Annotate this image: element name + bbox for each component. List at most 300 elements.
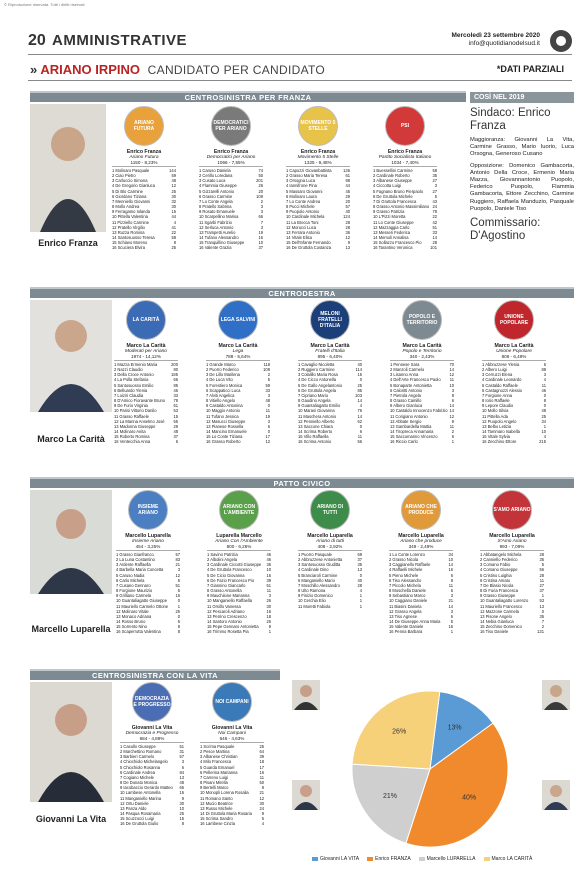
candidate-list	[390, 362, 454, 445]
councillor-name: 3 Orsogna Luca	[286, 178, 316, 184]
councillor-name: 16 Scrima Antonio	[298, 439, 332, 445]
party-votes: 806 - 6,49%	[482, 354, 546, 361]
candidate-list	[480, 552, 544, 635]
councillor-name: 3 Lisanno Anna	[390, 372, 419, 378]
sidebar-maggioranza: Maggioranza: Giovanni La Vita, Carmine Grasso, Mario Iuorio, Luca Orsogna, Generoso Cusano	[470, 137, 574, 158]
party-symbol-icon: DEMOCRATICI PER ARIANO	[211, 106, 251, 146]
councillor-name: 5 Di Blo Carmine	[112, 188, 143, 194]
councillor-votes: 18	[259, 759, 264, 765]
councillor-votes: 0	[177, 598, 180, 604]
councillor-votes: 109	[256, 193, 263, 199]
councillor-name: 6 Carlo Michela	[116, 577, 145, 583]
councillor-name: 13 Trampetti Aurelio	[199, 229, 236, 235]
councillor-name: 12 Abbate Sergio	[390, 418, 422, 424]
councillor-name: 14 Tufano Alessandro	[199, 235, 239, 241]
councillor-votes: 0	[543, 403, 546, 409]
councillor-votes: 0	[267, 429, 270, 435]
legend-label: Marcello LUPARELLA	[426, 856, 476, 862]
candidate-name: Marcello Luparella	[31, 624, 111, 634]
councillor-votes: 8	[450, 577, 453, 583]
party-symbol-icon: POPOLO E TERRITORIO	[402, 300, 442, 340]
councillor-votes: 16	[175, 593, 180, 599]
councillor-name: 10 Castaldo Innocenzo Fabrizio	[390, 408, 448, 414]
legend-item	[419, 856, 476, 862]
councillor-votes: 9	[181, 795, 184, 801]
divider	[28, 80, 572, 81]
party-name: Noi Campani	[218, 731, 246, 736]
councillor-votes: 9	[347, 240, 350, 246]
councillor-votes: 5	[177, 619, 180, 625]
list-item	[390, 439, 454, 444]
list-item	[373, 245, 437, 250]
councillor-name: 7 Cipriano Mario	[298, 392, 329, 398]
councillor-name: 4 De Gregorio Gianluca	[112, 183, 156, 189]
portrait-icon	[542, 680, 570, 710]
copyright-note: © Riproduzione riservata. Tutti i diritti riservati	[4, 2, 85, 7]
list-candidate-name: Enrico Franza	[213, 149, 249, 155]
councillor-name: 8 Iorio Raffaele	[482, 398, 510, 404]
councillor-name: 4 Barbella Maria Concetta	[116, 567, 164, 573]
councillor-votes: 46	[266, 557, 271, 563]
councillor-name: 5 De Cicio Giovanna	[207, 572, 245, 578]
councillor-votes: 51	[179, 744, 184, 749]
party-list-card	[482, 300, 546, 468]
councillor-votes: 36	[266, 562, 271, 568]
band-label: CENTROSINISTRA PER FRANZA	[30, 93, 466, 102]
party-list-card	[373, 106, 437, 274]
councillor-name: 4 De Cicco Antonella	[298, 377, 337, 383]
councillor-name: 15 Vitale Sylvia	[482, 434, 510, 440]
councillor-votes: 35	[357, 562, 362, 568]
councillor-name: 9 Iacobaccio Gerardo Matteo	[120, 785, 173, 791]
councillor-votes: 31	[179, 749, 184, 755]
councillor-votes: 11	[448, 582, 453, 588]
councillor-name: 5 Caruso Nadia	[116, 572, 145, 578]
councillor-name: 10 Scarpellino Marisa	[199, 214, 239, 220]
councillor-name: 8 Pisani Mirella	[200, 780, 228, 786]
legend-label: Giovanni LA VITA	[320, 856, 360, 862]
councillor-votes: 9	[451, 418, 454, 424]
councillor-name: 11 Manganiello Marina	[120, 795, 162, 801]
councillor-votes: 15	[357, 372, 362, 378]
sidebar-heading: COSÌ NEL 2019	[470, 92, 574, 103]
councillor-votes: 53	[173, 408, 178, 414]
party-name: Ariano Con l'Ambiente	[215, 539, 263, 544]
party-symbol-icon: LEGA SALVINI	[218, 300, 258, 340]
councillor-name: 14 De Giuseppe Anna Maria	[389, 619, 441, 625]
councillor-votes: 14	[432, 235, 437, 241]
councillor-votes: 4	[359, 588, 362, 594]
councillor-votes: 51	[432, 224, 437, 230]
councillor-votes: 37	[173, 434, 178, 440]
councillor-votes: 28	[539, 552, 544, 557]
candidate-list	[298, 552, 362, 609]
party-votes: 895 - 6,40%	[298, 354, 362, 361]
councillor-name: 8 Pratello Sabrina	[199, 204, 232, 210]
councillor-votes: 57	[179, 754, 184, 760]
councillor-name: 15 Scrima Sandro	[200, 816, 233, 822]
councillor-votes: 44	[171, 214, 176, 220]
councillor-votes: 131	[537, 629, 544, 635]
councillor-votes: 3	[177, 567, 180, 573]
councillor-name: 6 Caloritti Antonio	[390, 387, 423, 393]
councillor-name: 7 Di Gruttola Francesca	[373, 198, 417, 204]
councillor-votes: 144	[169, 168, 176, 173]
councillor-votes: 69	[357, 552, 362, 557]
councillor-name: 9 Grasso Patrizia	[373, 209, 405, 215]
councillor-votes: 1	[359, 598, 362, 604]
councillor-name: 8 Di Furia Francesca	[480, 588, 518, 594]
councillor-votes: 11	[259, 774, 264, 780]
councillor-name: 15 Zecchino Domenico	[480, 624, 522, 630]
party-list-card	[207, 490, 271, 660]
councillor-votes: 3	[181, 759, 184, 765]
section-title: AMMINISTRATIVE	[52, 32, 188, 49]
councillor-name: 10 Cardinale Michela	[286, 214, 325, 220]
councillor-votes: 15	[179, 816, 184, 822]
councillor-name: 7 Cogiano Michele	[120, 774, 154, 780]
candidate-name: Giovanni La Vita	[35, 814, 107, 824]
councillor-votes: 19	[258, 229, 263, 235]
councillor-votes: 0	[267, 403, 270, 409]
councillor-votes: 8	[177, 629, 180, 635]
councillor-votes: 3	[450, 608, 453, 614]
councillor-name: 3 Barbieri Carmelo	[120, 754, 155, 760]
councillor-votes: 74	[258, 168, 263, 173]
kicker-subtitle: CANDIDATO PER CANDIDATO	[147, 63, 326, 77]
party-symbol-icon: ARIANO FUTURA	[124, 106, 164, 146]
party-list-card	[120, 682, 184, 850]
councillor-name: 10 Lambese Antonella	[120, 790, 161, 796]
slice-label: 26%	[392, 728, 407, 736]
candidate-list	[389, 552, 453, 635]
candidate-thumb	[542, 780, 570, 810]
chevron-right-icon: »	[30, 62, 38, 77]
lists-centrodestra	[114, 300, 574, 468]
councillor-votes: 6	[450, 588, 453, 594]
councillor-votes: 59	[265, 382, 270, 388]
candidate-thumb	[292, 780, 320, 810]
councillor-name: 5 Guarda Emanuel	[200, 764, 235, 770]
councillor-name: 8 Vitiello Angelo	[206, 398, 236, 404]
councillor-name: 10 Maggio Antonio	[206, 408, 240, 414]
party-name: Ariano di tutti	[316, 539, 344, 544]
councillor-votes: 39	[259, 754, 264, 760]
councillor-votes: 22	[432, 214, 437, 220]
councillor-name: 14 Vitale Elisa	[286, 235, 312, 241]
list-item	[482, 439, 546, 444]
councillor-votes: 14	[449, 408, 454, 414]
councillor-name: 2 Puorro Federico	[206, 367, 239, 373]
councillor-votes: 45	[345, 188, 350, 194]
councillor-votes: 1	[268, 629, 271, 635]
candidate-thumb	[542, 680, 570, 710]
legend-label: Marco LA CARITÀ	[491, 856, 533, 862]
portrait-icon	[542, 780, 570, 810]
councillor-votes: 103	[355, 392, 362, 398]
councillor-name: 3 Albanese Giuseppe	[373, 178, 412, 184]
list-item	[286, 245, 350, 250]
councillor-votes: 10	[266, 567, 271, 573]
councillor-votes: 5	[261, 816, 264, 822]
band-label: CENTROSINISTRA CON LA VITA	[30, 671, 280, 680]
councillor-votes: 13	[539, 603, 544, 609]
councillor-votes: 28	[345, 219, 350, 225]
councillor-name: 8 D'Amico Fioravante Bruno	[114, 398, 166, 404]
councillor-votes: 3	[543, 372, 546, 378]
party-symbol-icon: INSIEME ARIANO	[128, 490, 168, 530]
party-symbol-icon: MELONI FRATELLI D'ITALIA	[310, 300, 350, 340]
councillor-name: 14 Santosuosso Teresa	[112, 235, 155, 241]
councillor-votes: 16	[448, 567, 453, 573]
councillor-votes: 37	[258, 245, 263, 251]
councillor-name: 15 Saccomanno Vincenzo	[390, 434, 438, 440]
chart-legend	[312, 856, 572, 862]
councillor-name: 6 Molinaro Laura	[286, 193, 317, 199]
party-name: S'Amo Ariano	[497, 539, 527, 544]
councillor-votes: 8	[177, 624, 180, 630]
party-votes: 454 - 3,25%	[116, 544, 180, 551]
councillor-name: 11 Sgarbi Fabrizio	[199, 219, 232, 225]
councillor-votes: 19	[265, 413, 270, 419]
councillor-name: 4 La Polla Stefania	[114, 377, 149, 383]
councillor-votes: 8	[173, 240, 176, 246]
councillor-name: 7 Alviti Angelica	[206, 392, 235, 398]
councillor-votes: 10	[449, 382, 454, 388]
councillor-name: 6 De Fazio Francesco Pio	[207, 577, 255, 583]
councillor-votes: 50	[258, 173, 263, 179]
councillor-name: 7 Piccolo Michela	[389, 582, 421, 588]
candidate-list	[112, 168, 176, 251]
party-votes: 349 - 2,49%	[389, 544, 453, 551]
councillor-name: 14 Tammaro Isabella	[482, 429, 520, 435]
list-item	[389, 629, 453, 634]
councillor-votes: 56	[357, 439, 362, 445]
councillor-votes: 32	[171, 198, 176, 204]
councillor-votes: 3	[267, 418, 270, 424]
party-list-card	[206, 300, 270, 468]
councillor-name: 1 Cavaglio Nicoletta	[298, 362, 335, 367]
party-list-card	[199, 106, 263, 274]
councillor-votes: 34	[541, 418, 546, 424]
councillor-votes: 46	[173, 387, 178, 393]
councillor-name: 15 Schiavo Moreno	[112, 240, 148, 246]
councillor-name: 15 Villo Raffaella	[298, 434, 329, 440]
list-candidate-name: Marco La Carità	[494, 343, 534, 349]
councillor-name: 7 Moschillo Alessandro	[298, 582, 340, 588]
party-votes: 1325 - 9,48%	[286, 160, 350, 167]
councillor-votes: 53	[539, 598, 544, 604]
councillor-name: 16 De Gruttola Giulio	[120, 821, 159, 827]
councillor-votes: 4	[173, 219, 176, 225]
councillor-name: 10 Pittella Valentina	[112, 214, 148, 220]
councillor-votes: 21	[175, 562, 180, 568]
candidate-list	[298, 362, 362, 445]
councillor-votes: 76	[357, 408, 362, 414]
councillor-votes: 11	[541, 382, 546, 388]
councillor-name: 5 Massaro Giovanni	[286, 188, 323, 194]
party-votes: 684 - 4,89%	[120, 736, 184, 743]
sidebar-2019	[470, 92, 574, 243]
councillor-name: 6 Giordano Tiziana	[112, 193, 147, 199]
councillor-name: 6 Castagnozzi Alessio	[482, 387, 523, 393]
councillor-name: 15 Sollazzo Francesco Pio	[373, 240, 422, 246]
councillor-name: 14 Pasqua Rosamaria	[120, 811, 161, 817]
party-name: Unione Popolare	[496, 349, 532, 354]
councillor-votes: 27	[432, 188, 437, 194]
councillor-votes: 1	[541, 593, 544, 599]
portrait-icon	[30, 300, 112, 412]
councillor-votes: 61	[345, 173, 350, 179]
councillor-name: 4 Cardinale Dino	[298, 567, 329, 573]
councillor-name: 16 Riccio Carlo	[390, 439, 418, 445]
councillor-name: 9 Castaldo Antonina	[206, 403, 243, 409]
councillor-votes: 11	[265, 408, 270, 414]
councillor-name: 14 Scrima Roberto	[298, 429, 333, 435]
newspaper-logo-icon	[550, 30, 572, 52]
councillor-votes: 17	[259, 764, 264, 770]
councillor-name: 9 Bertelli Marco	[200, 785, 229, 791]
party-list-card	[200, 682, 264, 850]
councillor-name: 6 Tiso Alessandro	[389, 577, 422, 583]
councillor-name: 13 Perrino Crescenzo	[207, 613, 247, 619]
councillor-name: 6 Belluardo Ylenia	[114, 387, 148, 393]
councillor-votes: 59	[171, 173, 176, 179]
list-candidate-name: Marcello Luparella	[307, 533, 353, 539]
councillor-votes: 33	[173, 392, 178, 398]
portrait-icon	[30, 682, 112, 802]
councillor-name: 11 Mauriello Francesco	[480, 603, 523, 609]
councillor-name: 4 Iannifrone Pina	[286, 183, 317, 189]
councillor-name: 9 Grilliano Carmela	[116, 593, 152, 599]
list-candidate-name: Giovanni La Vita	[131, 725, 173, 731]
councillor-name: 5 Fagnano Bruno Pierpaolo	[373, 188, 424, 194]
candidate-photo	[30, 682, 112, 802]
councillor-name: 11 Romano Santo	[200, 795, 233, 801]
councillor-name: 2 Ciao Pietro	[112, 173, 136, 179]
councillor-name: 12 Ortu Daniele	[120, 800, 149, 806]
legend-label: Enrico FRANZA	[375, 856, 411, 862]
councillor-name: 7 Lo Conte Angela	[199, 198, 233, 204]
councillor-name: 9 Finizio Domenico	[298, 593, 333, 599]
pie-chart	[345, 684, 515, 854]
councillor-votes: 39	[266, 577, 271, 583]
party-votes: 993 - 7,09%	[480, 544, 544, 551]
councillor-votes: 185	[171, 372, 178, 378]
councillor-votes: 36	[345, 229, 350, 235]
councillor-votes: 201	[256, 178, 263, 184]
councillor-name: 13 Pianese Rossella	[206, 423, 244, 429]
councillor-name: 12 Grasso Angela	[389, 608, 422, 614]
councillor-name: 7 Loiziri Claudia	[114, 392, 144, 398]
party-votes: 1066 - 7,55%	[199, 160, 263, 167]
list-item	[206, 439, 270, 444]
councillor-name: 3 Della Croce Antonio	[114, 372, 154, 378]
councillor-votes: 37	[539, 588, 544, 594]
councillor-name: 4 De Luca Vito	[206, 377, 233, 383]
councillor-name: 15 Valente Daniele	[389, 624, 424, 630]
councillor-name: 8 Pucci Michele	[286, 204, 315, 210]
councillor-votes: 0	[177, 613, 180, 619]
councillor-name: 5 De Gallo Angelantonio	[298, 382, 343, 388]
councillor-votes: 109	[263, 367, 270, 373]
councillor-name: 10 Guantaliagatto Lorenzo	[480, 598, 529, 604]
legend-item	[367, 856, 411, 862]
councillor-name: 10 Manganiello Raffaella	[207, 598, 252, 604]
councillor-votes: 14	[449, 367, 454, 373]
councillor-votes: 5	[267, 377, 270, 383]
councillor-name: 14 Nebia Gianluca	[480, 619, 514, 625]
councillor-name: 6 Scappaticci Luca	[206, 387, 241, 393]
councillor-name: 3 Cusato Luca	[199, 178, 226, 184]
councillor-name: 7 Carreno Luigi	[200, 774, 228, 780]
councillor-name: 11 Tufano Jessica	[206, 413, 239, 419]
councillor-votes: 12	[449, 372, 454, 378]
portrait-icon	[292, 680, 320, 710]
councillor-votes: 4	[543, 434, 546, 440]
councillor-name: 8 Grasso Antonio Massimiliano	[373, 204, 430, 210]
councillor-votes: 51	[175, 582, 180, 588]
councillor-name: 4 Cardinale Leonardo	[482, 377, 522, 383]
councillor-name: 5 Cristino Luighia	[480, 572, 512, 578]
list-candidate-name: Enrico Franza	[300, 149, 336, 155]
party-symbol-icon: UNIONE POPOLARE	[494, 300, 534, 340]
councillor-votes: 48	[171, 178, 176, 184]
councillor-votes: 29	[173, 423, 178, 429]
councillor-name: 9 Lepore Claudio	[482, 403, 514, 409]
councillor-votes: 28	[432, 240, 437, 246]
councillor-votes: 57	[175, 552, 180, 557]
councillor-votes: 3	[434, 183, 437, 189]
councillor-votes: 118	[263, 362, 270, 367]
councillor-votes: 10	[179, 805, 184, 811]
party-symbol-icon: ARIANO CHE PRODUCE	[401, 490, 441, 530]
councillor-name: 5 Gizzarelli Antonio	[199, 188, 235, 194]
councillor-name: 1 Savino Patrizia	[207, 552, 238, 557]
councillor-votes: 61	[173, 403, 178, 409]
councillor-name: 1 Caruso Daniela	[199, 168, 231, 173]
councillor-votes: 6	[451, 434, 454, 440]
councillor-name: 12 Molinaro Vitale	[116, 608, 149, 614]
councillor-votes: 37	[357, 557, 362, 563]
councillor-votes: 6	[450, 572, 453, 578]
councillor-votes: 12	[265, 439, 270, 445]
councillor-name: 3 Ardente Raffaella	[116, 562, 151, 568]
councillor-votes: 2	[260, 198, 263, 204]
list-candidate-name: Giovanni La Vita	[211, 725, 253, 731]
councillor-votes: 0	[543, 392, 546, 398]
councillor-name: 1 Grasso Gianfranco	[116, 552, 154, 557]
councillor-name: 2 Manzoli Carmelo	[390, 367, 425, 373]
email-link[interactable]: info@quotidianodelsud.it	[468, 40, 540, 47]
candidate-list	[206, 362, 270, 445]
legend-item	[484, 856, 533, 862]
list-candidate-name: Marco La Carità	[310, 343, 350, 349]
list-candidate-name: Marco La Carità	[218, 343, 258, 349]
councillor-name: 9 Puopolo Antonio	[286, 209, 320, 215]
councillor-votes: 28	[345, 224, 350, 230]
lists-centrosinistra-franza	[112, 106, 462, 274]
kicker	[30, 62, 325, 77]
councillor-name: 4 Milo Francesca	[200, 759, 232, 765]
councillor-name: 4 Flammia Giuseppe	[199, 183, 237, 189]
councillor-votes: 22	[171, 229, 176, 235]
councillor-votes: 16	[179, 790, 184, 796]
sidebar-opposizione: Opposizione: Domenico Gambacorta, Antonio Della Croce, Ermenio Maria Mazza, Giovannantonio Puopolo, Federico Puopolo, Flammia Gambacorta, Ettore Zecchino, Carmine Ruggiero, Raffaela Manduzio, Pasquale Puopolo, Daniele Tiso	[470, 162, 574, 212]
councillor-votes: 98	[345, 178, 350, 184]
councillor-name: 13 Monaco Adriana	[116, 613, 152, 619]
councillor-votes: 85	[357, 387, 362, 393]
